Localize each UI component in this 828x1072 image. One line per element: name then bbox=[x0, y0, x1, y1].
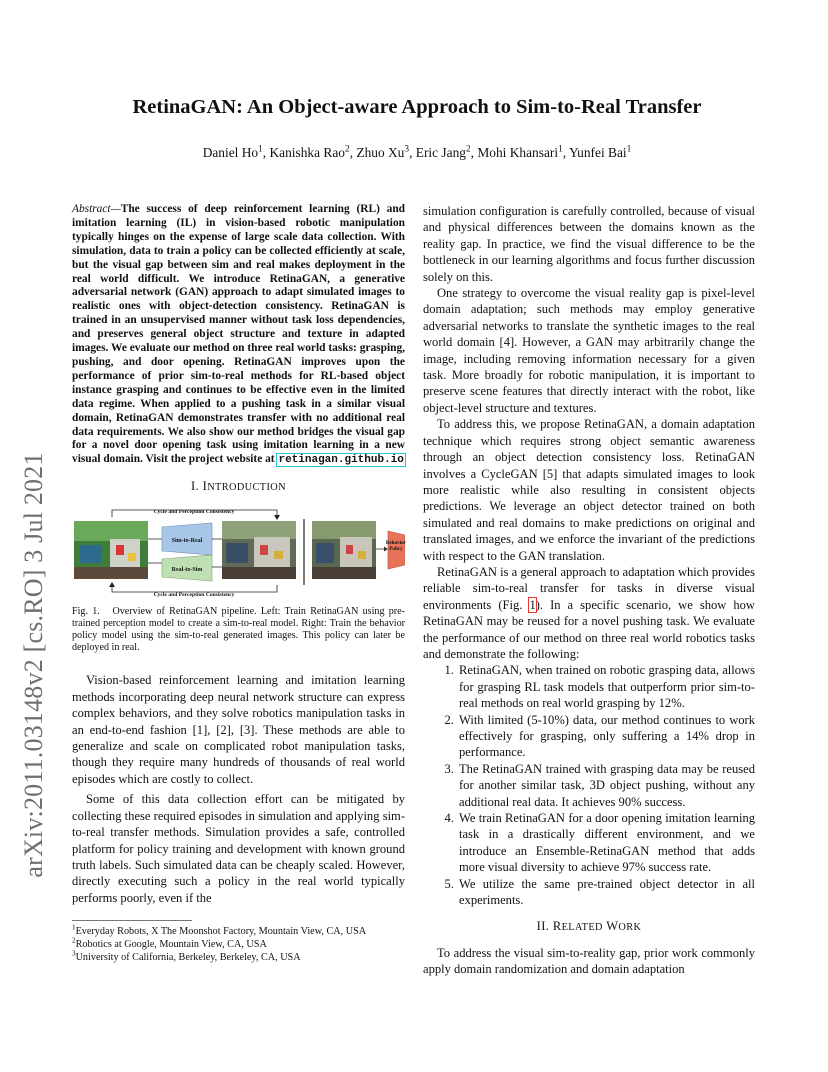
arxiv-id-text: arXiv:2011.03148v2 [cs.RO] 3 Jul 2021 bbox=[19, 452, 48, 878]
footnote: $^1$Everyday Robots, X The Moonshot Factory, Mountain View, CA, USA bbox=[72, 923, 367, 938]
right-column bbox=[423, 203, 755, 978]
abstract-lead: Abstract— bbox=[72, 203, 121, 215]
bottom-label: Cycle and Perception Consistency bbox=[153, 591, 235, 598]
paragraph: To address the visual sim-to-reality gap, prior work commonly apply domain randomization and domain adaptation bbox=[423, 945, 755, 977]
author: Mohi Khansari$^1$ bbox=[477, 144, 563, 160]
paragraph: Vision-based reinforcement learning and imitation learning methods incorporating deep neural network structure can express complex behaviors, and they solve robotics manipulation tasks in an end-to-end fashion [1], [2], [3]. These methods are able to generalize and scale on complicated robot manipulation tasks, though they require many hundreds of thousands of real world episodes which are costly to collect. bbox=[72, 673, 405, 786]
abstract-body: The success of deep reinforcement learning (RL) and imitation learning (IL) in vision-based robotic manipulation typically hinges on the expense of large scale data collection. With simulation, data to train a policy can be collected efficiently at scale, but the visual gap between sim and real makes deployment in the real world difficult. We introduce RetinaGAN, a generative adversarial network (GAN) approach to adapt simulated images to realistic ones with object-detection consistency. RetinaGAN is trained in an unsupervised manner without task loss dependencies, and preserves general object structure and texture in adapted images. We evaluate our method on three real world tasks: grasping, pushing, and door opening. RetinaGAN improves upon the performance of prior sim-to-real methods for RL-based object instance grasping and continues to be effective even in the limited data regime. When applied to a pushing task in a similar visual domain, RetinaGAN demonstrates transfer with no additional real data requirements. We also show our method bridges the visual gap for a novel door opening task using imitation learning in a new visual domain. Visit the project website at bbox=[72, 203, 405, 466]
section-heading-introduction: I. INTRODUCTION bbox=[191, 479, 286, 494]
figure-caption bbox=[72, 606, 405, 655]
project-website-link[interactable]: retinagan.github.io bbox=[278, 454, 404, 467]
sim-to-real-label: Sim-to-Real bbox=[171, 537, 203, 544]
contribution-list bbox=[423, 662, 755, 908]
footnote: $^2$Robotics at Google, Mountain View, CA, USA bbox=[72, 936, 267, 950]
list-item: 1. RetinaGAN, when trained on robotic grasping data, allows for grasping RL task models that outperform prior sim-to-real methods on real world grasping by 12%. bbox=[457, 662, 755, 711]
paragraph: To address this, we propose RetinaGAN, a domain adaptation technique which requires strong object semantic awareness through an object detection consistency loss. RetinaGAN involves a CycleGAN [5] that adapts simulated images to look more realistic while also resulting in consistent objects predictions. We leverage an object detector trained on both simulated and real domains to make predictions on original and translated images, and we enforce the invariant of the predictions with respect to the GAN translation. bbox=[423, 417, 755, 563]
list-item: 4. We train RetinaGAN for a door opening imitation learning task in a drastically different environment, and we introduce an Ensemble-RetinaGAN method that adds more visual diversity to achieve 97% success rate. bbox=[457, 810, 755, 876]
list-item: 3. The RetinaGAN trained with grasping data may be reused for another similar task, 3D object pushing, without any additional real data. It achieves 90% success. bbox=[457, 761, 755, 810]
figure-1 bbox=[72, 505, 405, 600]
paragraph: RetinaGAN is a general approach to adaptation which provides reliable sim-to-real transfer for tasks in diverse visual environments (Fig. 1). In a specific scenario, we show how RetinaGAN may be reused for a novel pushing task. We evaluate the performance of our method on three real world robotics tasks and demonstrate the following: bbox=[423, 564, 755, 661]
adapted-image bbox=[312, 521, 376, 579]
figure-reference-link[interactable]: 1 bbox=[529, 597, 536, 612]
arxiv-identifier bbox=[0, 0, 62, 1072]
author: Yunfei Bai$^1$ bbox=[568, 144, 632, 160]
list-item: 2. With limited (5-10%) data, our method continues to work effectively for grasping, only suffering a 14% drop in performance. bbox=[457, 712, 755, 761]
pipeline-diagram bbox=[72, 505, 405, 600]
paragraph: Some of this data collection effort can be mitigated by collecting these required episodes in simulation and applying sim-to-real transfer methods. Simulation provides a safe, controlled platform for policy training and development with known ground truth labels. Such simulated data can be cheaply scaled. However, directly executing such a policy in the real world typically performs poorly, even if the bbox=[72, 792, 405, 905]
real-to-sim-label: Real-to-Sim bbox=[171, 566, 203, 573]
author: Kanishka Rao$^2$ bbox=[269, 144, 350, 160]
left-column bbox=[72, 203, 405, 964]
footnote: $^3$University of California, Berkeley, Berkeley, CA, USA bbox=[72, 949, 301, 963]
paper-title: RetinaGAN: An Object-aware Approach to Sim-to-Real Transfer bbox=[132, 96, 702, 118]
paragraph: One strategy to overcome the visual reality gap is pixel-level domain adaptation; such methods may employ generative adversarial networks to translate the synthetic images to the real world domain [4]. However, a GAN may arbitrarily change the image, including removing information necessary for a given task. More broadly for robotic manipulation, it is important to preserve scene features that directly interact with the robot, like object-level structure and textures. bbox=[423, 286, 755, 415]
section-heading-related-work: II. RELATED WORK bbox=[536, 919, 642, 934]
author-list: Daniel Ho$^1$, Kanishka Rao$^2$, Zhuo Xu$^3$, Eric Jang$^2$, Mohi Khansari$^1$, Yunfei Bai$^1$ bbox=[202, 144, 632, 160]
footnote-rule bbox=[72, 920, 192, 921]
sim-image bbox=[74, 521, 148, 579]
real-image bbox=[222, 521, 296, 579]
author: Daniel Ho$^1$ bbox=[202, 144, 263, 160]
author: Eric Jang$^2$ bbox=[415, 144, 471, 160]
top-label: Cycle and Perception Consistency bbox=[153, 508, 235, 515]
caption-text: Overview of RetinaGAN pipeline. Left: Train RetinaGAN using pre-trained perception model to create a sim-to-real model. Right: Train the behavior policy model using the sim-to-real generated images. This policy can later be deployed in real. bbox=[72, 605, 405, 654]
author: Zhuo Xu$^3$ bbox=[356, 144, 410, 160]
caption-label: Fig. 1. bbox=[72, 605, 100, 617]
behavior-policy-label: Behavior Policy bbox=[385, 539, 407, 552]
abstract bbox=[72, 203, 405, 468]
paragraph: simulation configuration is carefully controlled, because of visual and physical differences between the domains known as the reality gap. In practice, we find the visual difference to be the bottleneck in our learning algorithms and focus further discussion solely on this. bbox=[423, 204, 755, 284]
list-item: 5. We utilize the same pre-trained object detector in all experiments. bbox=[457, 876, 755, 909]
